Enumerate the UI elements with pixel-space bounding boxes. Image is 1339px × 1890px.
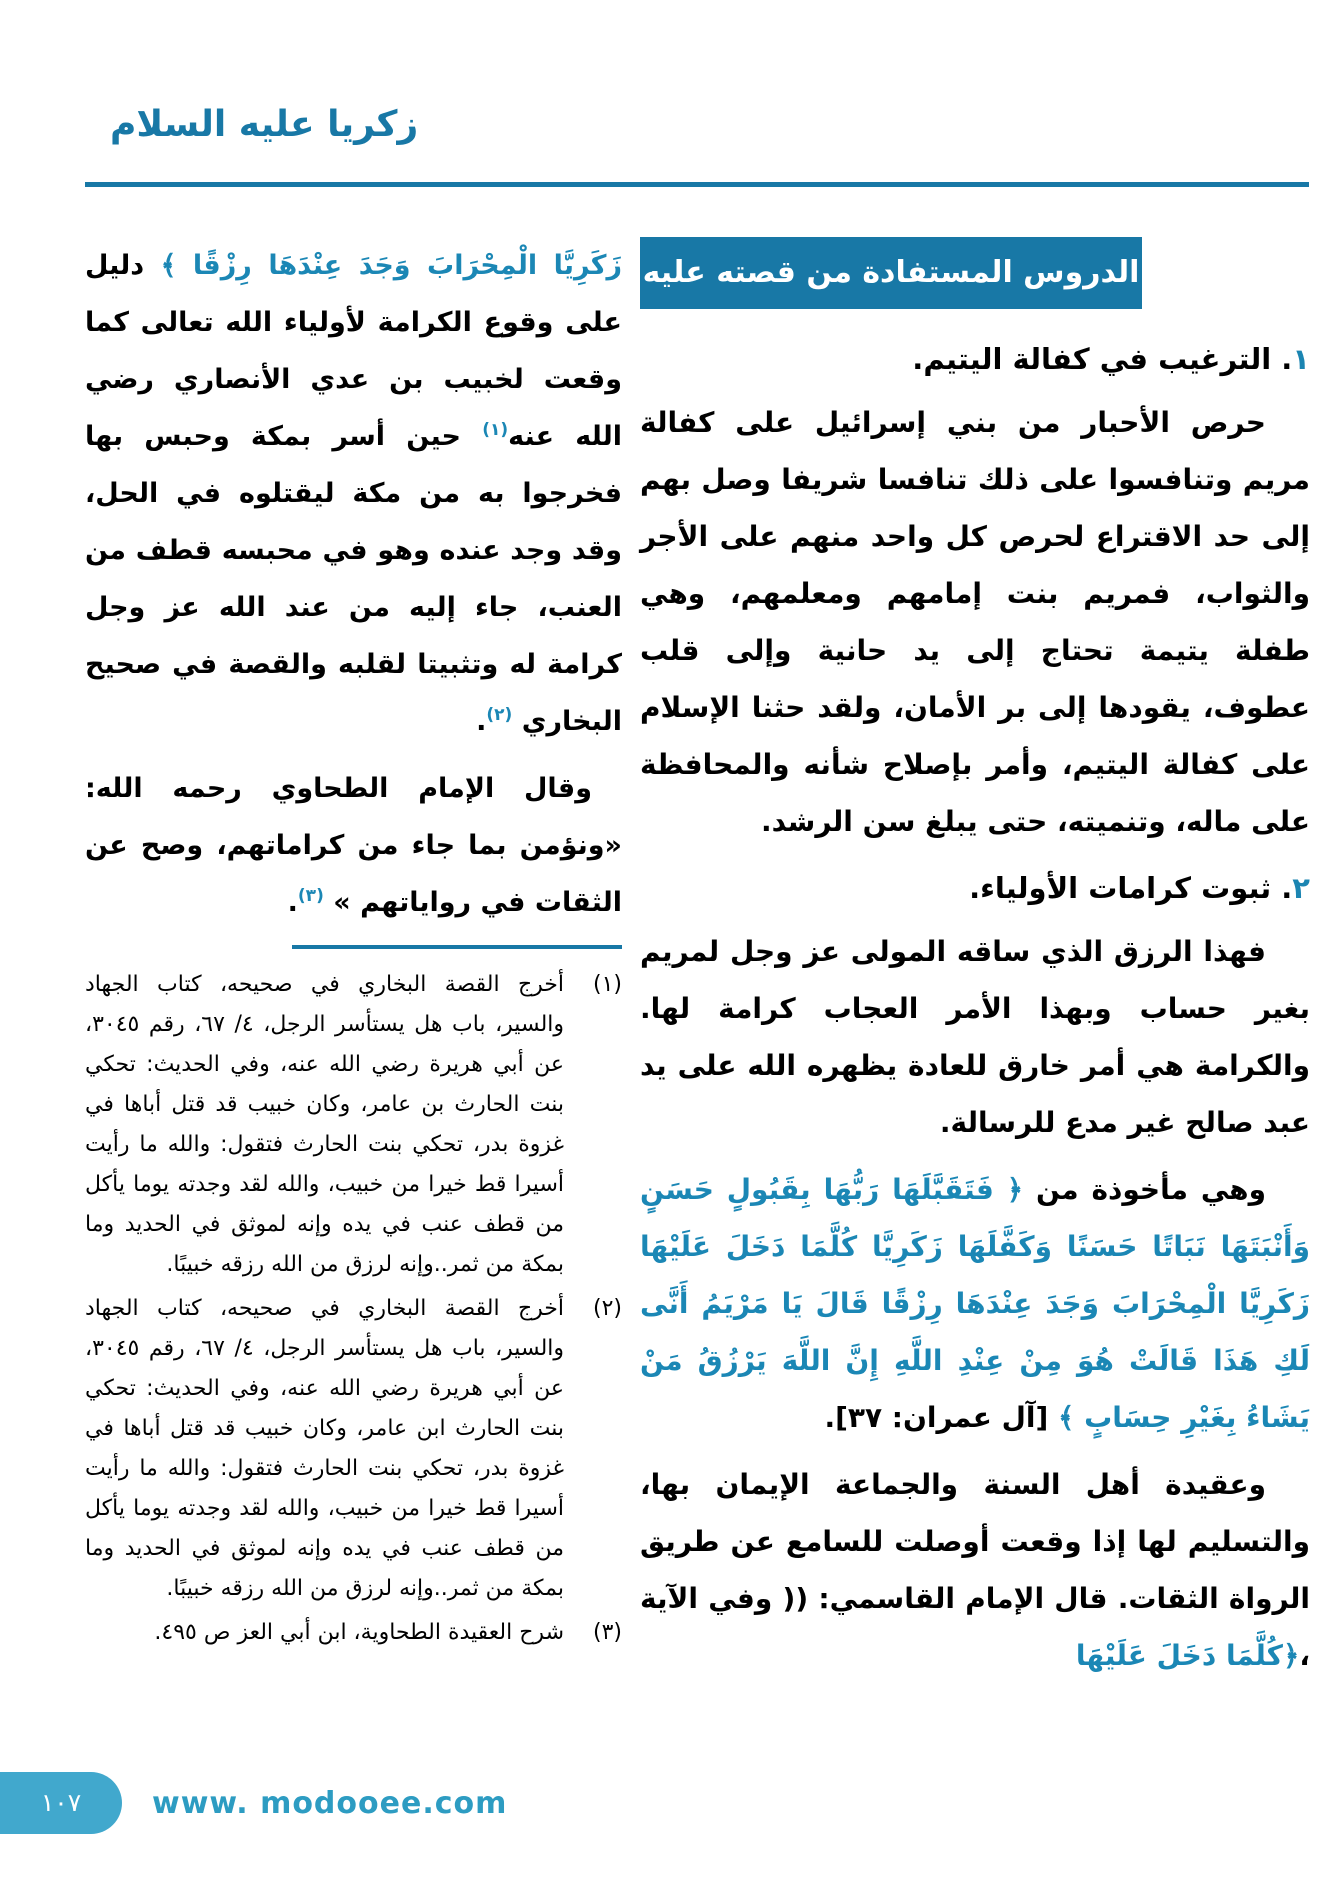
- paragraph-aqeedah: [640, 1456, 1310, 1684]
- website-link[interactable]: www. modooee.com: [152, 1786, 508, 1821]
- heading-1-number: ١: [1292, 342, 1310, 376]
- quran-verse-fragment: ﴿كُلَّمَا دَخَلَ عَلَيْهَا: [1075, 1639, 1300, 1672]
- tahawi-quote-end: .: [287, 887, 298, 918]
- secondary-column: [85, 237, 622, 1657]
- verse-continuation: زَكَرِيَّا الْمِحْرَابَ وَجَدَ عِنْدَهَا رِزْقًا ﴾: [160, 250, 623, 281]
- verse-reference: [آل عمران: ٣٧].: [824, 1401, 1049, 1434]
- heading-2-text: . ثبوت كرامات الأولياء.: [969, 871, 1293, 905]
- header-calligraphy: زكريا عليه السلام: [110, 104, 419, 145]
- verse-intro-text: وهي مأخوذة من: [1023, 1173, 1266, 1206]
- heading-1-text: . الترغيب في كفالة اليتيم.: [912, 342, 1293, 376]
- header-divider: [85, 182, 1309, 187]
- footnote-1-marker: (١): [592, 972, 622, 997]
- paragraph-orphan-care: حرص الأحبار من بني إسرائيل على كفالة مريم وتنافسوا على ذلك تنافسا شريفا وصل بهم إلى حد الاقتراع لحرص كل واحد منهم على الأجر والثواب، فمريم بنت إمامهم ومعلمهم، وهي طفلة يتيمة تحتاج إلى يد حانية وإلى قلب عطوف، يقودها إلى بر الأمان، ولقد حثنا الإسلام على كفالة اليتيم، وأمر بإصلاح شأنه والمحافظة على ماله، وتنميته، حتى يبلغ سن الرشد.: [640, 406, 1310, 838]
- khubayb-text-end: .: [476, 706, 487, 737]
- footnotes-block: [85, 965, 622, 1653]
- footnote-3: [85, 1613, 622, 1653]
- footnote-2-marker: (٢): [592, 1296, 622, 1321]
- footnote-3-text: شرح العقيدة الطحاوية، ابن أبي العز ص ٤٩٥.: [154, 1620, 564, 1645]
- page-number-badge: ١٠٧: [0, 1772, 122, 1834]
- section-title-banner: الدروس المستفادة من قصته عليه السلام: [640, 237, 1142, 309]
- footnote-ref-3: (٣): [297, 886, 324, 906]
- heading-2-number: ٢: [1292, 871, 1310, 905]
- footnote-2-text: أخرج القصة البخاري في صحيحه، كتاب الجهاد والسير، باب هل يستأسر الرجل، ٤/ ٦٧، رقم ٣٠٤٥، عن أبي هريرة رضي الله عنه، وفي الحديث: تحكي بنت الحارث ابن عامر، وكان خبيب قد قتل أباها في غزوة بدر، تحكي بنت الحارث فتقول: والله ما رأيت أسيرا قط خيرا من خبيب، والله لقد وجدته يوما يأكل من قطف عنب في يده وإنه لموثق في الحديد وما بمكة من ثمر..وإنه لرزق من الله رزقه خبيبًا.: [85, 1296, 565, 1601]
- footnote-ref-1: (١): [482, 420, 509, 440]
- tahawi-quote-text: وقال الإمام الطحاوي رحمه الله: «ونؤمن بما جاء من كراماتهم، وصح عن الثقات في رواياتهم »: [85, 773, 622, 918]
- footnote-1: [85, 965, 622, 1285]
- main-column: [640, 237, 1310, 1694]
- footnote-2: [85, 1289, 622, 1609]
- paragraph-khubayb: [85, 237, 622, 750]
- heading-lesson-2: [640, 860, 1310, 917]
- paragraph-karamat: فهذا الرزق الذي ساقه المولى عز وجل لمريم بغير حساب وبهذا الأمر العجاب كرامة لها. والكرامة هي أمر خارق للعادة يظهره الله على يد عبد صالح غير مدع للرسالة.: [640, 935, 1310, 1139]
- footnote-separator: [292, 945, 622, 949]
- footnote-ref-2: (٢): [486, 705, 513, 725]
- khubayb-text-a: دليل على وقوع الكرامة لأولياء الله تعالى كما وقعت لخبيب بن عدي الأنصاري رضي الله عنه: [85, 250, 622, 452]
- aqeedah-text: وعقيدة أهل السنة والجماعة الإيمان بها، والتسليم لها إذا وقعت أوصلت للسامع عن طريق الرواة الثقات. قال الإمام القاسمي: (( وفي الآية ،: [640, 1468, 1310, 1672]
- heading-lesson-1: [640, 331, 1310, 388]
- footnote-3-marker: (٣): [592, 1620, 622, 1645]
- paragraph-quran-verse: [640, 1161, 1310, 1446]
- quran-verse-text: ﴿ فَتَقَبَّلَهَا رَبُّهَا بِقَبُولٍ حَسَنٍ وَأَنْبَتَهَا نَبَاتًا حَسَنًا وَكَفَّلَهَا زَكَرِيَّا كُلَّمَا دَخَلَ عَلَيْهَا زَكَرِيَّا الْمِحْرَابَ وَجَدَ عِنْدَهَا رِزْقًا قَالَ يَا مَرْيَمُ أَنَّى لَكِ هَذَا قَالَتْ هُوَ مِنْ عِنْدِ اللَّهِ إِنَّ اللَّهَ يَرْزُقُ مَنْ يَشَاءُ بِغَيْرِ حِسَابٍ ﴾: [640, 1173, 1310, 1434]
- paragraph-tahawi-quote: [85, 760, 622, 931]
- khubayb-text-b: حين أسر بمكة وحبس بها فخرجوا به من مكة ليقتلوه في الحل، وقد وجد عنده وهو في محبسه قطف من العنب، جاء إليه من عند الله عز وجل كرامة له وتثبيتا لقلبه والقصة في صحيح البخاري: [85, 421, 622, 737]
- footnote-1-text: أخرج القصة البخاري في صحيحه، كتاب الجهاد والسير، باب هل يستأسر الرجل، ٤/ ٦٧، رقم ٣٠٤٥، عن أبي هريرة رضي الله عنه، وفي الحديث: تحكي بنت الحارث بن عامر، وكان خبيب قد قتل أباها في غزوة بدر، تحكي بنت الحارث فتقول: والله ما رأيت أسيرا قط خيرا من خبيب، والله لقد وجدته يوما يأكل من قطف عنب في يده وإنه لموثق في الحديد وما بمكة من ثمر..وإنه لرزق من الله رزقه خبيبًا.: [85, 972, 565, 1277]
